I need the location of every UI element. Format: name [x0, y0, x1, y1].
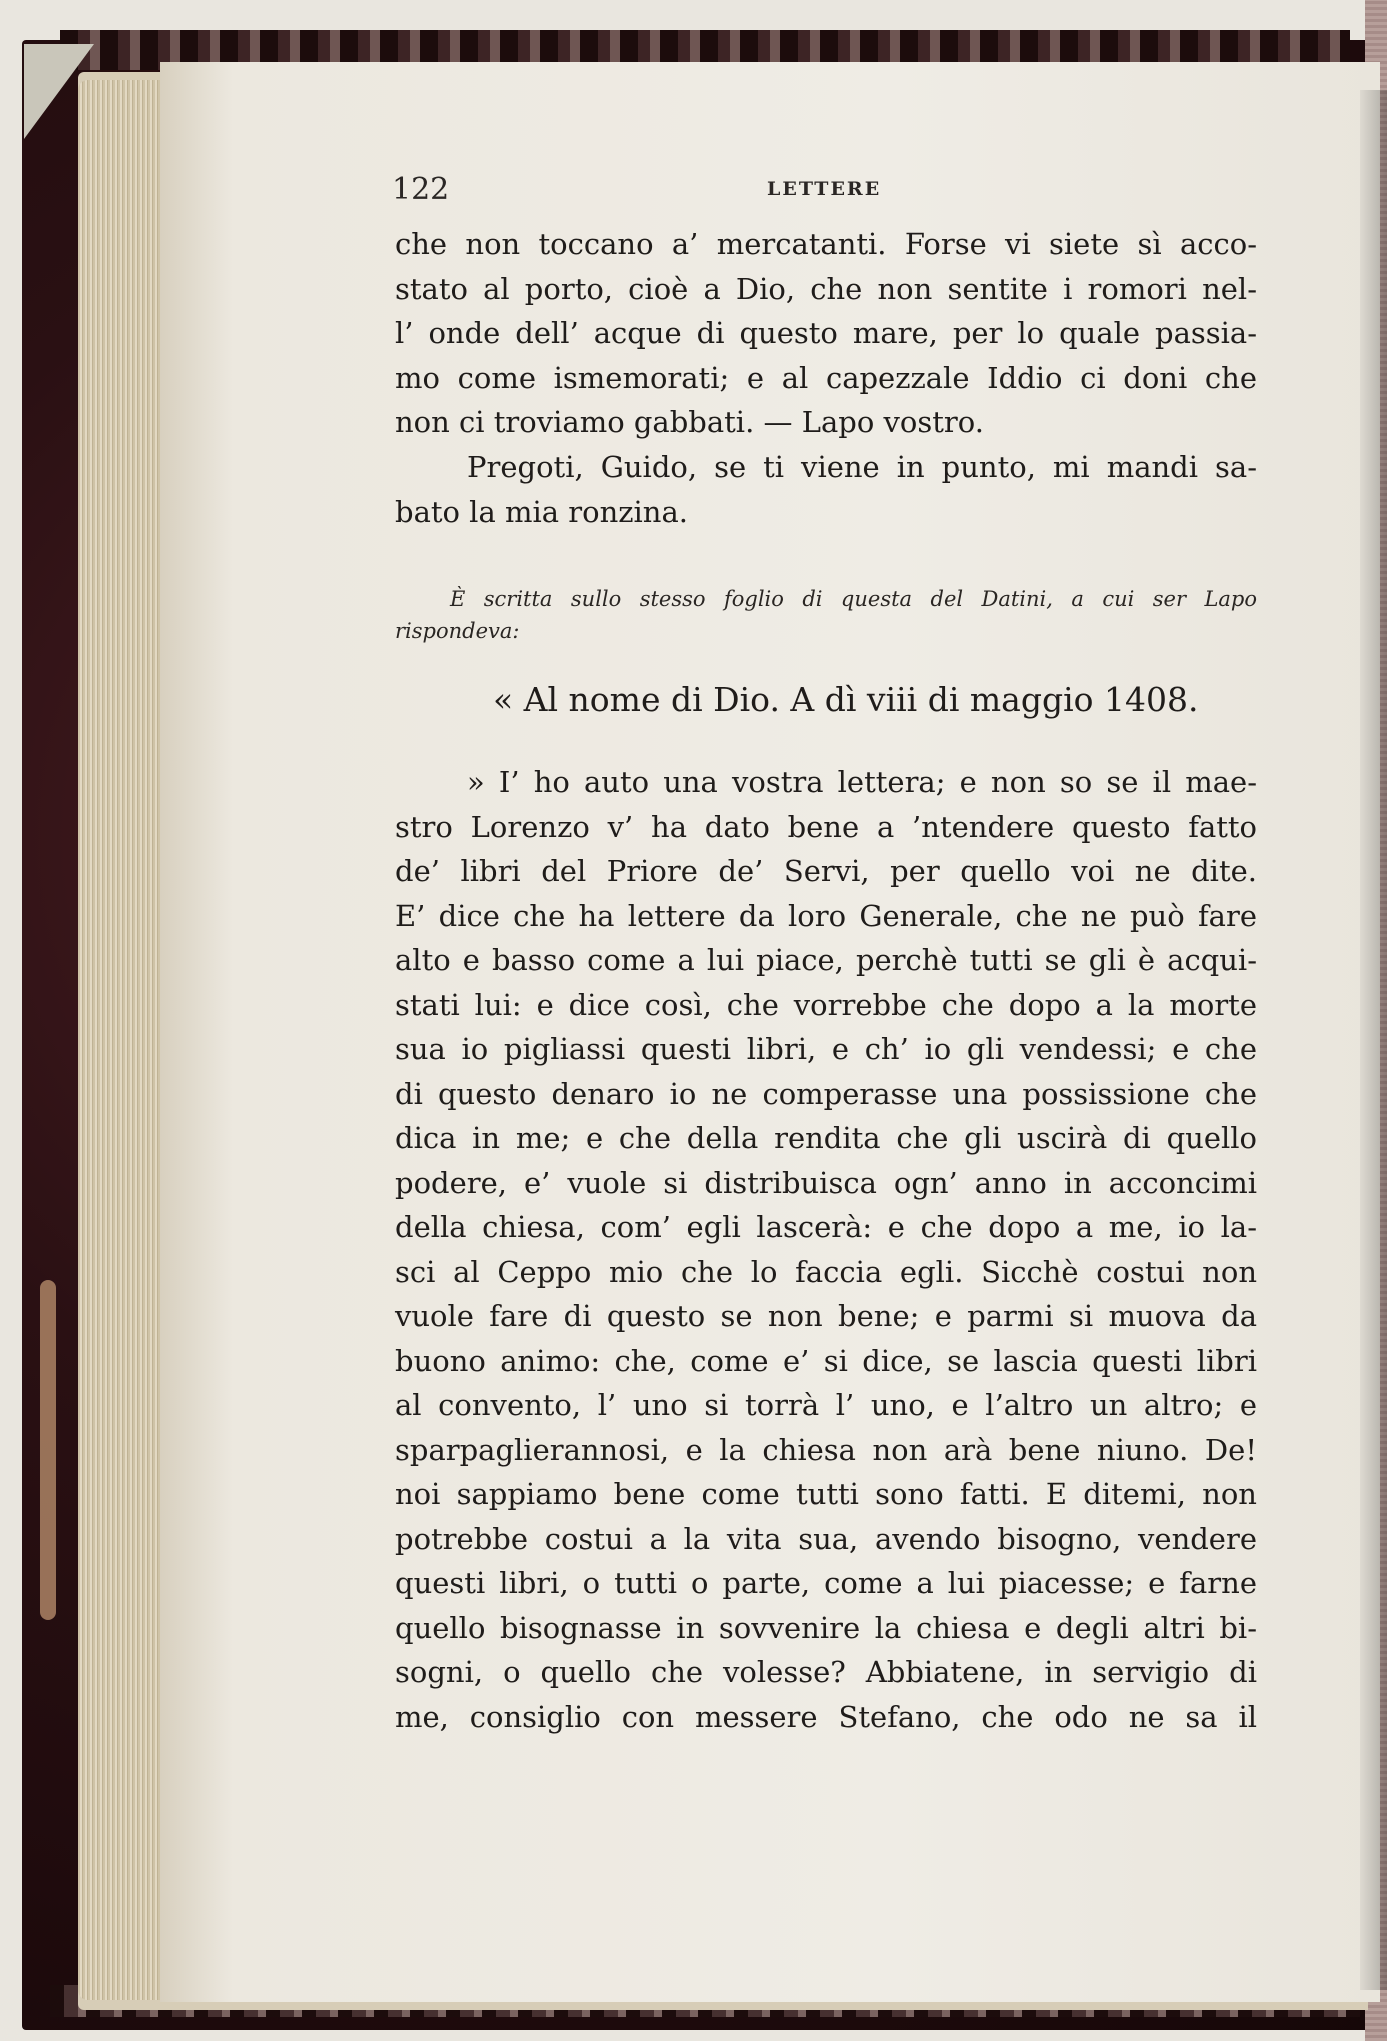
- text-line: sparpaglierannosi, e la chiesa non arà bene niuno. De!: [395, 1432, 1257, 1467]
- page-number: 122: [392, 172, 450, 207]
- letter-body: [395, 760, 1257, 1739]
- text-line: me, consiglio con messere Stefano, che odo ne sa il: [395, 1699, 1257, 1734]
- text-line: noi sappiamo bene come tutti sono fatti. E ditemi, non: [395, 1477, 1257, 1511]
- text-line: E’ dice che ha lettere da loro Generale, che ne può fare: [395, 898, 1257, 933]
- text-line: » I’ ho auto una vostra lettera; e non so se il mae-: [467, 765, 1257, 799]
- editorial-note: [395, 583, 1257, 647]
- text-line: potrebbe costui a la vita sua, avendo bisogno, vendere: [395, 1521, 1257, 1556]
- text-line: quello bisognasse in sovvenire la chiesa e degli altri bi-: [395, 1610, 1257, 1645]
- text-line: di questo denaro io ne comperasse una possissione che: [395, 1076, 1257, 1111]
- running-title: LETTERE: [767, 178, 882, 200]
- text-line: alto e basso come a lui piace, perchè tutti se gli è acqui-: [395, 943, 1257, 977]
- text-line: Pregoti, Guido, se ti viene in punto, mi mandi sa-: [467, 450, 1257, 484]
- text-line: de’ libri del Priore de’ Servi, per quello voi ne dite.: [395, 854, 1257, 888]
- text-line: sua io pigliassi questi libri, e ch’ io gli vendessi; e che: [395, 1032, 1257, 1066]
- text-line: mo come ismemorati; e al capezzale Iddio ci doni che: [395, 360, 1257, 395]
- edge-stain: [40, 1280, 56, 1620]
- text-line: della chiesa, com’ egli lascerà: e che dopo a me, io la-: [395, 1210, 1257, 1244]
- closing-paragraph: [395, 222, 1257, 445]
- note-line: rispondeva:: [395, 619, 520, 643]
- note-line: È scritta sullo stesso foglio di questa del Datini, a cui ser Lapo: [450, 587, 1257, 611]
- text-line: al convento, l’ uno si torrà l’ uno, e l’altro un altro; e: [395, 1388, 1257, 1422]
- text-line: l’ onde dell’ acque di questo mare, per lo quale passia-: [395, 316, 1257, 350]
- text-line: stati lui: e dice così, che vorrebbe che dopo a la morte: [395, 987, 1257, 1022]
- text-line: questi libri, o tutti o parte, come a lui piacesse; e farne: [395, 1566, 1257, 1600]
- text-line: podere, e’ vuole si distribuisca ogn’ anno in acconcimi: [395, 1165, 1257, 1200]
- text-line: buono animo: che, come e’ si dice, se lascia questi libri: [395, 1343, 1257, 1378]
- text-line: non ci troviamo gabbati. — Lapo vostro.: [395, 405, 984, 439]
- page-edges: [78, 80, 168, 2000]
- text-line: dica in me; e che della rendita che gli uscirà di quello: [395, 1121, 1257, 1155]
- postscript: [395, 445, 1257, 534]
- text-line: stato al porto, cioè a Dio, che non sentite i romori nel-: [395, 271, 1257, 306]
- text-line: stro Lorenzo v’ ha dato bene a ’ntendere questo fatto: [395, 809, 1257, 844]
- letter-dateline: « Al nome di Dio. A dì viii di maggio 1408.: [493, 680, 1199, 719]
- running-head: [392, 172, 1257, 212]
- text-line: che non toccano a’ mercatanti. Forse vi siete sì acco-: [395, 227, 1257, 261]
- gutter-shadow: [1360, 90, 1387, 1990]
- text-line: bato la mia ronzina.: [395, 494, 688, 529]
- text-line: vuole fare di questo se non bene; e parmi si muova da: [395, 1299, 1257, 1333]
- text-line: sci al Ceppo mio che lo faccia egli. Sicchè costui non: [395, 1254, 1257, 1289]
- text-line: sogni, o quello che volesse? Abbiatene, in servigio di: [395, 1655, 1257, 1689]
